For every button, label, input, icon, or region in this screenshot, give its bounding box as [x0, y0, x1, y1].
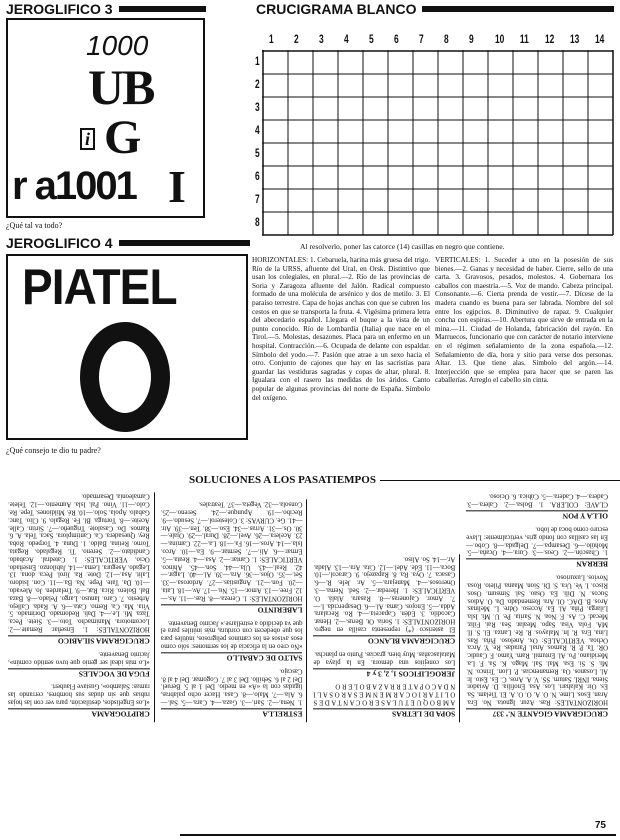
column-number: 2 [294, 32, 299, 46]
soluciones-column [8, 492, 155, 722]
solution-text: El asterisco (*) representa casilla en negro. HORIZONTALES: 1. Soria. Ot. Berus.—2. Henar. Cacodilo. 3. Edén. Capaceta.—4. Ro. Recalara. Adda.—5. Enojos. Cama. Al.—6. Desapercida. I.—7. Amor. Cajoneras.—8. Rasara. Alalá. O. VERTICALES: 1. Heredar.—2. Sed. Nema.—3. Onerosos.—4. Manejara.—5. Ar. Jefe. R.—6. Casaca. 7. Oya. Ra. 8. Rapazejo. 9. Caracol.—10. Boca.—11. Ede. Adel.—12. Cita. Ara.—13. Alada. Ar.—14. So. Aliso. [313, 555, 456, 633]
solution-heading: ESTRELLA [161, 708, 303, 718]
column-number: 12 [545, 32, 555, 46]
crossword-grid [262, 50, 614, 236]
solution-heading: SOPA DE LETRAS [314, 708, 456, 718]
soluciones-inverted-block [0, 492, 620, 722]
column-number: 5 [369, 32, 374, 46]
column-number: 4 [344, 32, 349, 46]
column-number: 6 [394, 32, 399, 46]
jeroglifico3-caption: ¿Qué tal va todo? [6, 221, 63, 230]
jeroglifico4-caption: ¿Qué consejo te dio tu padre? [6, 446, 101, 455]
row-number: 2 [255, 77, 260, 91]
header-rule [119, 6, 206, 12]
jeroglifico3-line4: r a1001 [12, 164, 136, 208]
jeroglifico3-letter-g: G [104, 111, 142, 164]
soluciones-title: SOLUCIONES A LOS PASATIEMPOS [189, 474, 376, 486]
column-number: 11 [519, 32, 529, 46]
solution-heading: BERRAN [466, 559, 608, 569]
solution-text: 1. Nena.—2. Sari.—3. Gaza.—4. Cara.—5. Sal.—6. Ala.—7. Malo.—8. Casa. Hacer ocho palabras, ligadas con la «A» en medio. Del 1 al 5. Beruel. Del 2 al 6. Sebillo. Del 3 al 7. Cogomar. Del 4 al 8. Cascajo. [160, 667, 303, 706]
solution-text: Los conejitos una demora. En la playa de Matalascañas. Muy bien, gracias. Punto en plancha. [313, 650, 456, 665]
crossword-instruction: Al resolverlo, poner las catorce (14) casillas en negro que contiene. [300, 242, 505, 251]
jeroglifico3-header [6, 1, 206, 17]
solution-heading: CRIPTOGRAMA [8, 708, 150, 718]
crucigrama-header [256, 1, 614, 17]
ring-o-icon [80, 322, 170, 432]
solution-text: A M B O Q U E T U L A S E R O C A N T A D E S O L I T A R I O C A R M E N M E S A R O S A L I N D A C O P A T E R R A Z A B O L E R O [313, 682, 456, 706]
footer-rule [180, 834, 616, 836]
jeroglifico3-puzzle [6, 18, 205, 218]
solution-text: «No creo en la eficacia de los sermones: sólo como esos avisos en los caminos peligrosos, inútiles para los que obedecen con cordura, más inútiles para el que va decidido a estrellarse.» Jacinto Benavente. [160, 618, 303, 650]
soluciones-header [0, 474, 620, 487]
solution-text: HORIZONTALES: 1. Cereza.—8. Ras.—11. As.—12. Free.—13. Amor.—15. Nu.—17. Av.—18. Lata.—20. Fon.—21. Angustias.—27. Ardorosa.—33. Set.—35. Ojos.—36. Ara.—39. Al.—40. Lagar.—42. Real.—43. Ula.—44. Son.—45. Ahínco. VERTICALES: 1. Cantar.—2. Asa.—4. Reata.—5. Ermar.—6. Ali.—7. Sermar.—9. Ea.—10. Arco. Isla.—14. Aros.—16. Fa.—18. La.—22. Camina.—23. Acelera.—26. Avel.—28. Dural.—29. Ojale.—30. Os.—31. Arras.—34. Eso.—38. Ten.—39. Atr.—41. Ge. CURVAS: 3. Colesterol.—7. Sesudo.—9. Recibo.—19. Apunque.—24. Sereno.—25. Consola.—32. Vegeta.—37. Teatrales. [160, 500, 303, 602]
column-number: 9 [469, 32, 474, 46]
jeroglifico3-title: JEROGLIFICO 3 [6, 1, 113, 17]
column-number: 13 [570, 32, 580, 46]
column-number: 14 [595, 32, 605, 46]
solution-text: HORIZONTALES: 1. Enseñar. Remate.—2. Locomotora. Manimacho. Toto.—3. Siete. Peca. Taza. Mi. Le.—4. Dali. Redomado. Dorimado. 5. Vita. Ma. Ca. Remo. Cata.—6. A. Rada. Callejo. Arbesto. 7. Caro. Ianuso. Largo. Pelado.—8. Baza. Bal. Bolero. Rica. Rat.—9. Trelarden. Jo. Alevado.—10. Da. Tate. Pepe. Na. Ba.—11. Con. Isidoro. Lalit. Asa.—12. Dote. Ra. Jirol. Peca. dona. 13. Legado. Asegura. Lema.—14. Jabilonzo. Enseñado. Ocio. VERTICALES: 1. Catedral. Acabado. Candidato.—2. Sereno. Ti. Regalado. Regata. Torno. Retina. Baldo. 1. Duna. 4. Torpedo. Roba. Rey. Quesadera. Ca. Cantimplora. Saca. Tela. A. 6. Ramos. Do. Casalote. Trigueño.—7. Sirtin. Calle. Aceite.—8. Tortuga. Bl. Fe. Regalo. 9. Clio. Tanc. Gabalo. Apola. Solo.—10. Ré. Mildiones. Tepe. Re. Colo.—11. Vino. Pal. Isla. Aumento.—12. Telete. Camaleonía. Desarmado. [8, 492, 150, 633]
horizontales-clues: HORIZONTALES: 1. Cebaruela, harina más gruesa del trigo. Río de la URSS, afluente del Ural, en Orsk. Distintivo que usan los colegiales, en plural.—2. Río de las provincias de Soria y Zaragoza afluente del Jalón. Radical compuesto formado de una molécula de arsénico y dos de metilo. 3. El paraíso terrestre. Capa de hojas anchas con que se cubren los cestos en que se transporta la fruta. 4. Vigésima primera letra del abecedario español. Llegara el buque a la vista de un punto conocido. Río de Lombardía (Italia) que nace en el Tirol.—5. Molestas, desazones. Placa para un enfermo en un hospital. Contracción.—6. Ocupada de delante con espaldar. Símbolo del yodo.—7. Pasión que atrae a un sexo hacia el otro. Conjunto de cajones que hay en las sacristías para guardar las vestiduras sagradas y copas de altar, plural. 8. Igualara con el rasero las medidas de los áridos. Canto popular de algunas provincias del norte de España. Símbolo del oxígeno. [252, 256, 430, 402]
row-number: 8 [255, 215, 260, 229]
jeroglifico3-line1: 1000 [86, 30, 149, 61]
solution-heading: CRUCIGRAMA SILABICO [8, 635, 150, 645]
column-number: 1 [269, 32, 274, 46]
row-number: 1 [255, 54, 260, 68]
solution-text: HORIZONTALES: Ras. Azur. Ignota. No. Era. Aran. Esos. Lime. N. O. A. O. O. A. El. Tielam. Sa. Es. Oir. Kalahari. Los. Asa. Enofilia. D. Aviador. Siena. INRI. Saturn. SS. V. A. Aros. C. Es. Esto. Ir. Al. Losanos. Oa. Remanencias. P. Lion. Trinco. N. Mi. S. Si. Esa. Mal. Sal. Mago. K. Sa. F. La. Meridiano. Po. Al. Entumil. Ram. Yamo. F. Caudic. OR. Ta. P. R. Ramos. Anal. Paradas. Re. Y. Arca. Ochoa. VERTICALES: Ox. Aneloso. Piña. Ras. Lina. Era. R. In. Malayos. R. Re. Lanza. El. S. II. MA. Fola. Visa. Sapo. Mealar. Sea. Rai. Filiz. Mecad. C. As. F. Noa. N. Sarita. Pe. U. Mi. Isla. Lilarga. Piña. Al. Ea. Acceso. Odre. L. Melinas. Aros. B. DAC. Ol. Ara. Remendado. Da. O. Adios. Sucos. N. Dili. Ea. Osao. Sal. Simsum. Osos. Risco. I. Ve. Ura. S. Di. Sion. Maana. Pileto. Rosa. Novios. Luxurioso. [466, 573, 608, 706]
letter-i-box: i [80, 128, 95, 150]
jeroglifico3-letter-i: I [168, 161, 186, 212]
solution-text: 1. Chascón.—2. Ceos.—3. Cura.—4. Ocaña.—5. Mohúlo.—6. Desampa.—7. Delgada.—8. Cobo.—En las casillas con fondo gris, verticalmente: Llave escuro como boca de lobo. [466, 525, 608, 556]
solution-text: «Lo más ideal ser genio que tuvo sentido común», Jacinto Benavente. [8, 650, 150, 665]
solution-text: «Los Engelisdos, destilación, para ver con las hojas rubias que sin dudas sus hombres, cerrando las ramas: Salambo», Gustave Flaubert. [8, 682, 150, 706]
column-number: 8 [444, 32, 449, 46]
row-number: 5 [255, 146, 260, 160]
soluciones-column [161, 500, 308, 723]
solution-heading: OLLA Y PON [466, 511, 608, 521]
header-rule [380, 480, 620, 482]
jeroglifico3-line2: UB [88, 59, 154, 115]
column-number: 10 [495, 32, 505, 46]
row-number: 3 [255, 100, 260, 114]
row-number: 6 [255, 169, 260, 183]
solution-text: CLAVE: COLERA. 1. Bolsa.—2. Calera.—3. Cadera.—4. Cadera.—5. Cúbica. 6. Ocioso. [466, 492, 608, 508]
crucigrama-title: CRUCIGRAMA BLANCO [256, 1, 417, 17]
solution-heading: SALTO DE CABALLO [161, 652, 303, 662]
soluciones-column [466, 492, 612, 722]
solution-heading: CRUCIGRAMA GIGANTE N.º 337 [466, 708, 608, 718]
verticales-clues: VERTICALES: 1. Suceder a uno en la posesión de sus bienes.—2. Ganas y necesidad de haber. Cierre, sello de una carta. 3. Gravosos, pesados, molestos. 4. Gobernara los caballos con maestría.—5. Voz de mando. Cabeza principal. Consonante.—6. Cierta prenda de vestir.—7. Dícese de la madera cuando es buena para ser labrada. Nombre del sol entre los egipcios. 8. Diminutivo de rapaz. 9. Cualquier concha con espiras.—10. Abertura que sirve de entrada en la mina.—11. Ciudad de Holanda, fabricación del rayón. En Marruecos, funcionario que con carácter de notario interviene en el régimen señalamiento de la zona española.—12. Señalamiento de día, hora y sitio para verse dos personas. Altar. 13. Que tiene alas. Símbolo del argón.—14. Interjección que se emplea para hacer que se paren las caballerías. Arreglo el cabello sin cinta. [435, 256, 613, 385]
page-number: 75 [594, 820, 606, 831]
header-rule [422, 6, 614, 12]
row-number: 4 [255, 123, 260, 137]
column-number: 3 [319, 32, 324, 46]
solution-heading: JEROGLIFICOS 1, 2, 3 y 4 [314, 668, 456, 678]
jeroglifico4-puzzle [6, 254, 248, 440]
soluciones-column [314, 554, 461, 722]
header-rule [119, 240, 250, 246]
solution-heading: CRUCIGRAMA BLANCO [314, 635, 456, 645]
row-number: 7 [255, 192, 260, 206]
column-number: 7 [419, 32, 424, 46]
solution-heading: FUGA DE VOCALES [8, 668, 150, 678]
jeroglifico4-word: PIATEL [22, 259, 177, 315]
jeroglifico4-header [6, 235, 250, 251]
solution-heading: LABERINTO [161, 604, 303, 614]
jeroglifico4-title: JEROGLIFICO 4 [6, 235, 113, 251]
